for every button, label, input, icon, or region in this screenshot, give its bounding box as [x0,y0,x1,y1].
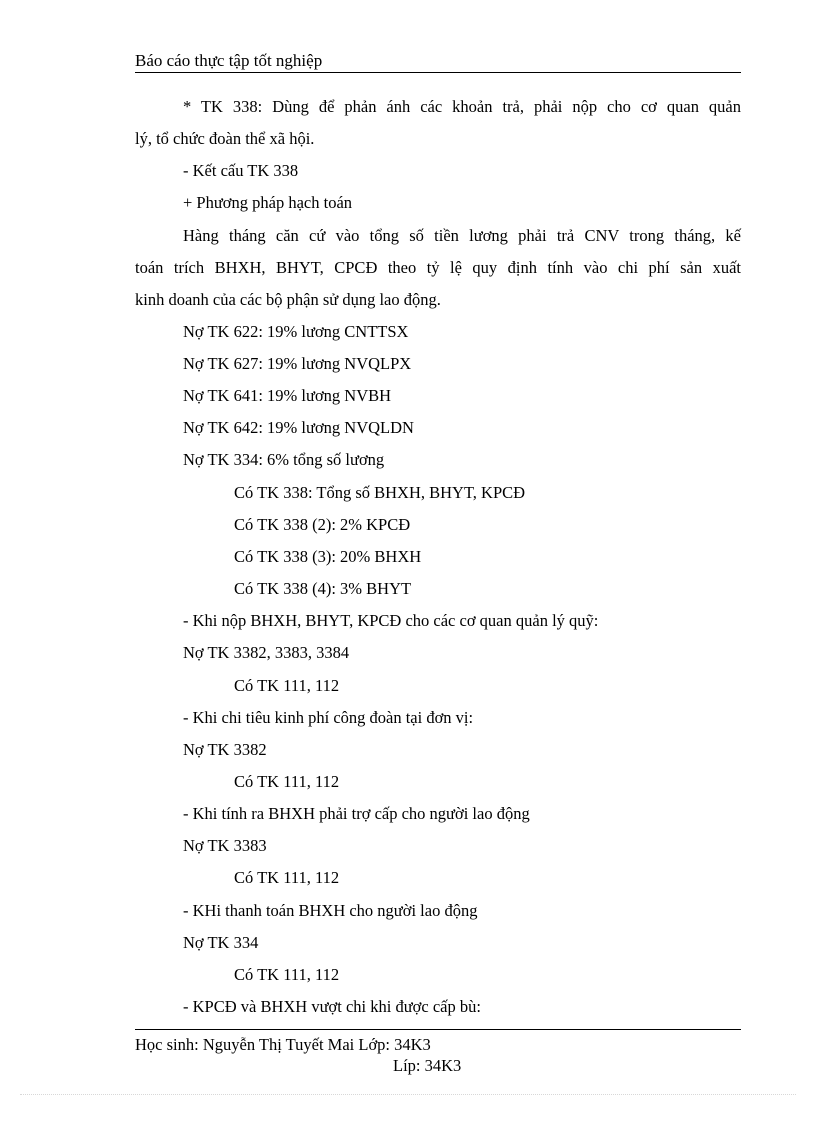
text-line: + Phương pháp hạch toán [183,193,353,212]
text-line: Nợ TK 627: 19% lương NVQLPX [183,354,412,373]
text-line: toán trích BHXH, BHYT, CPCĐ theo tỷ lệ quy định tính vào chi phí sản xuất [135,258,741,277]
text-line: Nợ TK 334 [183,933,259,952]
text-line: Nợ TK 3382 [183,740,267,759]
text-line: Nợ TK 3382, 3383, 3384 [183,643,350,662]
text-line: Có TK 111, 112 [234,772,340,791]
text-line: Nợ TK 334: 6% tổng số lương [183,450,385,469]
text-line: - KHi thanh toán BHXH cho người lao động [183,901,478,920]
text-line: Có TK 338 (3): 20% BHXH [234,547,422,566]
text-line: Nợ TK 3383 [183,836,267,855]
text-line: lý, tổ chức đoàn thể xã hội. [135,129,315,148]
text-line: - KPCĐ và BHXH vượt chi khi được cấp bù: [183,997,481,1016]
text-line: - Kết cấu TK 338 [183,161,299,180]
footer-class: Líp: 34K3 [393,1056,462,1075]
page-header-title: Báo cáo thực tập tốt nghiệp [135,51,323,70]
text-line: Nợ TK 642: 19% lương NVQLDN [183,418,414,437]
text-line: Có TK 111, 112 [234,868,340,887]
text-line: Có TK 111, 112 [234,965,340,984]
page-break-dots [20,1094,796,1095]
text-line: - Khi nộp BHXH, BHYT, KPCĐ cho các cơ quan quản lý quỹ: [183,611,599,630]
footer-rule [135,1029,741,1030]
text-line: kinh doanh của các bộ phận sử dụng lao động. [135,290,441,309]
text-line: Có TK 338: Tổng số BHXH, BHYT, KPCĐ [234,483,526,502]
text-line: - Khi chi tiêu kinh phí công đoàn tại đơn vị: [183,708,474,727]
header-rule [135,72,741,73]
text-line: * TK 338: Dùng để phản ánh các khoản trả, phải nộp cho cơ quan quản [183,97,741,116]
text-line: - Khi tính ra BHXH phải trợ cấp cho người lao động [183,804,530,823]
footer-student: Học sinh: Nguyễn Thị Tuyết Mai Lớp: 34K3 [135,1035,431,1054]
text-line: Có TK 338 (2): 2% KPCĐ [234,515,411,534]
text-line: Nợ TK 622: 19% lương CNTTSX [183,322,409,341]
text-line: Có TK 111, 112 [234,676,340,695]
text-line: Hàng tháng căn cứ vào tổng số tiền lương phải trả CNV trong tháng, kế [183,226,741,245]
text-line: Có TK 338 (4): 3% BHYT [234,579,412,598]
text-line: Nợ TK 641: 19% lương NVBH [183,386,392,405]
